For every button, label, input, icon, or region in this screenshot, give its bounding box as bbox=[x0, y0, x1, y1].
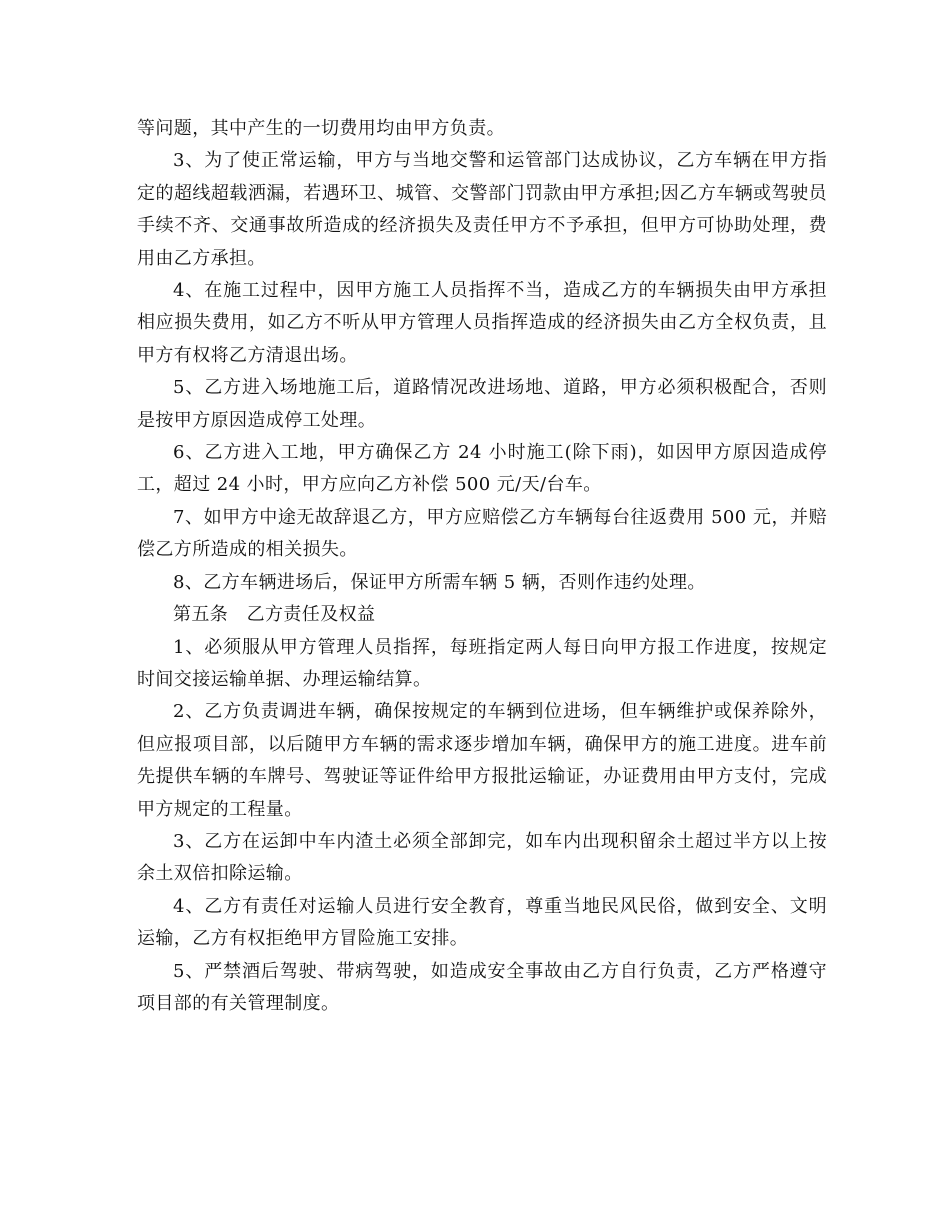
clause-5-item-2: 2、乙方负责调进车辆，确保按规定的车辆到位进场，但车辆维护或保养除外，但应报项目部，以后随甲方车辆的需求逐步增加车辆，确保甲方的施工进度。进车前先提供车辆的车牌号、驾驶证等证件给甲方报批运输证，办证费用由甲方支付，完成甲方规定的工程量。 bbox=[137, 701, 827, 820]
clause-4-item-7: 7、如甲方中途无故辞退乙方，甲方应赔偿乙方车辆每台往返费用 500 元，并赔偿乙方所造成的相关损失。 bbox=[137, 506, 827, 561]
clause-4-item-4: 4、在施工过程中，因甲方施工人员指挥不当，造成乙方的车辆损失由甲方承担相应损失费用，如乙方不听从甲方管理人员指挥造成的经济损失由乙方全权负责，且甲方有权将乙方清退出场。 bbox=[137, 280, 827, 366]
clause-5-item-4: 4、乙方有责任对运输人员进行安全教育，尊重当地民风民俗，做到安全、文明运输，乙方有权拒绝甲方冒险施工安排。 bbox=[137, 895, 827, 950]
paragraph-continuation: 等问题，其中产生的一切费用均由甲方负责。 bbox=[137, 118, 505, 139]
document-body bbox=[137, 113, 827, 1020]
clause-5-item-1: 1、必须服从甲方管理人员指挥，每班指定两人每日向甲方报工作进度，按规定时间交接运输单据、办理运输结算。 bbox=[137, 636, 827, 690]
clause-5-item-5: 5、严禁酒后驾驶、带病驾驶，如造成安全事故由乙方自行负责，乙方严格遵守项目部的有关管理制度。 bbox=[137, 960, 827, 1014]
clause-5-item-3: 3、乙方在运卸中车内渣土必须全部卸完，如车内出现积留余土超过半方以上按余土双倍扣除运输。 bbox=[137, 830, 827, 885]
clause-4-item-5: 5、乙方进入场地施工后，道路情况改进场地、道路，甲方必须积极配合，否则是按甲方原因造成停工处理。 bbox=[137, 377, 827, 431]
clause-4-item-6: 6、乙方进入工地，甲方确保乙方 24 小时施工(除下雨)，如因甲方原因造成停工，超过 24 小时，甲方应向乙方补偿 500 元/天/台车。 bbox=[137, 442, 827, 496]
clause-4-item-8: 8、乙方车辆进场后，保证甲方所需车辆 5 辆，否则作违约处理。 bbox=[173, 571, 706, 593]
clause-4-item-3: 3、为了使正常运输，甲方与当地交警和运管部门达成协议，乙方车辆在甲方指定的超线超载洒漏，若遇环卫、城管、交警部门罚款由甲方承担;因乙方车辆或驾驶员手续不齐、交通事故所造成的经济损失及责任甲方不予承担，但甲方可协助处理，费用由乙方承担。 bbox=[137, 150, 827, 269]
section-heading-article-5: 第五条 乙方责任及权益 bbox=[173, 604, 376, 626]
